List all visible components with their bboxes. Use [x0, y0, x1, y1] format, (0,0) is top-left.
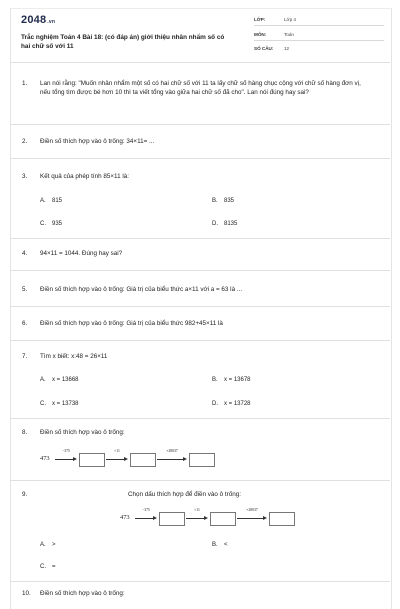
- meta-divider: [254, 25, 384, 26]
- arrow-head: [153, 516, 157, 520]
- question-text: Điền số thích hợp vào ô trống:: [40, 590, 125, 597]
- option-value: 8135: [224, 221, 238, 227]
- arrow-label: ×11: [194, 508, 200, 512]
- arrow-head: [204, 516, 208, 520]
- option-value: <: [224, 542, 228, 548]
- question-text: Lan nói rằng: "Muốn nhân nhẩm một số có hai chữ số với 11 ta lấy chữ số hàng chục cộng với chữ số hàng đơn vị, nếu tổng tìm được bé hơn 10 thì ta viết tổng vào giữa hai chữ số đã cho". Lan nói đúng hay sai?: [40, 80, 361, 96]
- option-label: D.: [212, 221, 218, 227]
- arrow-head: [183, 457, 187, 461]
- chain-start-number: 473: [120, 514, 130, 521]
- class-value: Lớp 4: [284, 17, 296, 22]
- option-value: 815: [52, 198, 63, 204]
- question-text: Điền số thích hợp vào ô trống:: [40, 429, 125, 436]
- option-value: =: [52, 564, 56, 570]
- arrow-line: [135, 518, 154, 519]
- arrow-label: +28037: [166, 449, 178, 453]
- option-value: >: [52, 542, 56, 548]
- question-divider: [10, 124, 390, 125]
- question-number: 8.: [22, 429, 28, 436]
- arrow-label: ×11: [114, 449, 120, 453]
- question-divider: [10, 270, 390, 271]
- logo-sub: .vn: [47, 19, 56, 25]
- chain-arrow: [237, 508, 267, 525]
- answer-box[interactable]: [159, 512, 185, 526]
- site-logo[interactable]: [21, 14, 55, 26]
- chain-arrow: [135, 508, 157, 525]
- question-text: Điền số thích hợp vào ô trống: 34×11= ...: [40, 138, 155, 145]
- question-number: 5.: [22, 286, 28, 293]
- meta-divider: [254, 40, 384, 41]
- option-label: A.: [40, 542, 46, 548]
- option-label: B.: [212, 377, 218, 383]
- page-title: Trắc nghiệm Toán 4 Bài 18: (có đáp án) giới thiệu nhân nhẩm số có hai chữ số với 11: [21, 34, 225, 50]
- question-number: 3.: [22, 173, 28, 180]
- question-divider: [10, 238, 390, 239]
- answer-box[interactable]: [130, 453, 156, 467]
- arrow-label: +28037: [246, 508, 258, 512]
- arrow-line: [55, 459, 74, 460]
- answer-box[interactable]: [269, 512, 295, 526]
- arrow-head: [263, 516, 267, 520]
- option-value: x = 13738: [52, 401, 79, 407]
- question-divider: [10, 306, 390, 307]
- question-number: 10.: [22, 590, 31, 597]
- count-label: SỐ CÂU:: [254, 46, 274, 51]
- arrow-head: [124, 457, 128, 461]
- arrow-label: −375: [142, 508, 150, 512]
- question-number: 7.: [22, 353, 28, 360]
- arrow-label: −375: [62, 449, 70, 453]
- question-number: 2.: [22, 138, 28, 145]
- answer-box[interactable]: [79, 453, 105, 467]
- chain-arrow: [106, 449, 128, 466]
- option-label: C.: [40, 401, 46, 407]
- count-value: 12: [284, 46, 290, 51]
- arrow-line: [237, 518, 264, 519]
- question-text: Tìm x biết: x:48 = 26×11: [40, 353, 108, 360]
- question-divider: [10, 581, 390, 582]
- class-label: LỚP:: [254, 17, 266, 22]
- option-label: C.: [40, 221, 46, 227]
- arrow-line: [106, 459, 125, 460]
- question-text: Chọn dấu thích hợp để điền vào ô trống:: [128, 491, 242, 498]
- subject-label: MÔN:: [254, 32, 267, 37]
- arrow-head: [73, 457, 77, 461]
- header-divider: [10, 62, 390, 63]
- question-text: Điền số thích hợp vào ô trống: Giá trị của biểu thức 982+45×11 là: [40, 320, 223, 327]
- option-value: x = 13728: [224, 401, 251, 407]
- option-label: A.: [40, 198, 46, 204]
- option-label: A.: [40, 377, 46, 383]
- option-value: 935: [52, 221, 63, 227]
- option-value: x = 13668: [52, 377, 79, 383]
- question-number: 4.: [22, 250, 28, 257]
- chain-arrow: [186, 508, 208, 525]
- option-value: x = 13678: [224, 377, 251, 383]
- option-label: B.: [212, 198, 218, 204]
- question-number: 9.: [22, 491, 28, 498]
- option-label: C.: [40, 564, 46, 570]
- option-label: D.: [212, 401, 218, 407]
- question-divider: [10, 418, 390, 419]
- arrow-line: [157, 459, 184, 460]
- answer-box[interactable]: [210, 512, 236, 526]
- option-value: 835: [224, 198, 235, 204]
- question-divider: [10, 340, 390, 341]
- chain-arrow: [55, 449, 77, 466]
- question-divider: [10, 480, 390, 481]
- question-divider: [10, 158, 390, 159]
- chain-start-number: 473: [40, 455, 50, 462]
- arrow-line: [186, 518, 205, 519]
- question-text: 94×11 = 1044. Đúng hay sai?: [40, 250, 123, 257]
- chain-arrow: [157, 449, 187, 466]
- question-number: 1.: [22, 80, 28, 87]
- subject-value: Toán: [284, 32, 294, 37]
- question-text: Kết quả của phép tính 85×11 là:: [40, 173, 129, 180]
- question-number: 6.: [22, 320, 28, 327]
- answer-box[interactable]: [189, 453, 215, 467]
- question-text: Điền số thích hợp vào ô trống: Giá trị của biểu thức a×11 với a = 63 là ...: [40, 286, 243, 293]
- logo-text: 2048: [21, 14, 47, 26]
- option-label: B.: [212, 542, 218, 548]
